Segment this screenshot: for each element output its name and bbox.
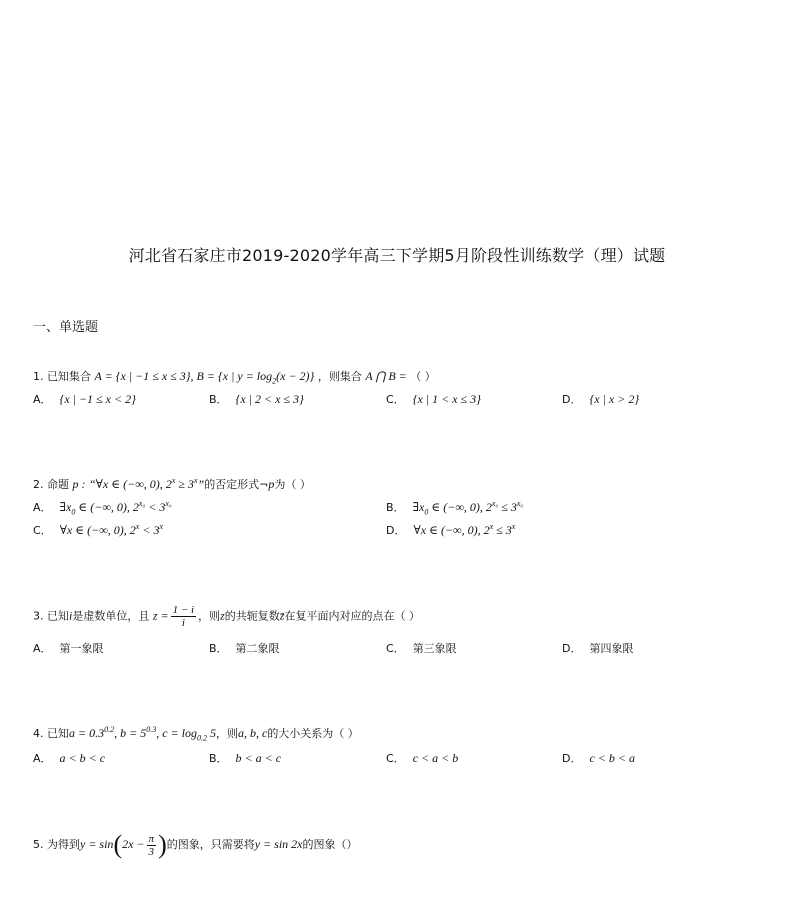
document-title: 河北省石家庄市2019-2020学年高三下学期5月阶段性训练数学（理）试题 — [128, 246, 666, 265]
answer-paren: （ ） — [410, 370, 436, 383]
question-text: ，则集合 — [317, 370, 362, 383]
option-a: A． {x | −1 ≤ x < 2} — [33, 392, 136, 406]
option-d: D． c < b < a — [562, 751, 636, 765]
option-d: D． 第四象限 — [562, 642, 634, 655]
option-b: B． $\exists x_0$ ∈ (−∞, 0), $2^{x_0} \le 3^{x_0}$ — [386, 499, 524, 517]
option-a: A． a < b < c — [33, 751, 106, 765]
question-2: 2. 命题 p : “∀x ∈ (−∞, 0), $2^x \ge 3^x$”的否定形式¬p为（ ） — [33, 476, 311, 491]
option-d: D． ∀x ∈ (−∞, 0), $2^x \le 3^x$ — [386, 522, 516, 537]
option-d: D． {x | x > 2} — [562, 392, 640, 406]
option-b: B． 第二象限 — [209, 642, 280, 655]
question-1 — [33, 368, 436, 385]
question-4: 4. 已知$a = 0.3^{0.2}$, $b = 5^{0.3}$, $c = \log_{0.2} 5$，则a, b, c的大小关系为（ ） — [33, 725, 359, 743]
question-3: 3. 已知i是虚数单位，且 z = $\frac{1 - i}{i}$ ，则z的共轭复数z̄在复平面内对应的点在（ ） — [33, 604, 420, 629]
option-c: C． ∀x ∈ (−∞, 0), $2^x < 3^x$ — [33, 522, 164, 537]
fraction: $\frac{\pi}{3}$ — [148, 832, 155, 858]
option-c: C． c < a < b — [386, 751, 459, 765]
option-b: B． b < a < c — [209, 751, 282, 765]
fraction: $\frac{1 - i}{i}$ — [172, 604, 195, 629]
math-expression: A = {x | −1 ≤ x ≤ 3}, B = {x | $y = \log_2(x - 2)$} — [94, 369, 315, 386]
option-c: C． {x | 1 < x ≤ 3} — [386, 392, 481, 406]
option-c: C． 第三象限 — [386, 642, 457, 655]
option-a: A． $\exists x_0$ ∈ (−∞, 0), $2^{x_0} < 3^{x_0}$ — [33, 499, 172, 517]
section-heading: 一、单选题 — [33, 320, 99, 335]
option-b: B． {x | 2 < x ≤ 3} — [209, 392, 304, 406]
question-number: 1. 已知集合 — [33, 370, 91, 383]
option-a: A． 第一象限 — [33, 642, 104, 655]
math-expression: A ⋂ B = — [365, 369, 407, 383]
question-5: 5. 为得到y = sin(2x − $\frac{\pi}{3}$ )的图象，只需要将y = sin 2x的图象（） — [33, 830, 358, 859]
